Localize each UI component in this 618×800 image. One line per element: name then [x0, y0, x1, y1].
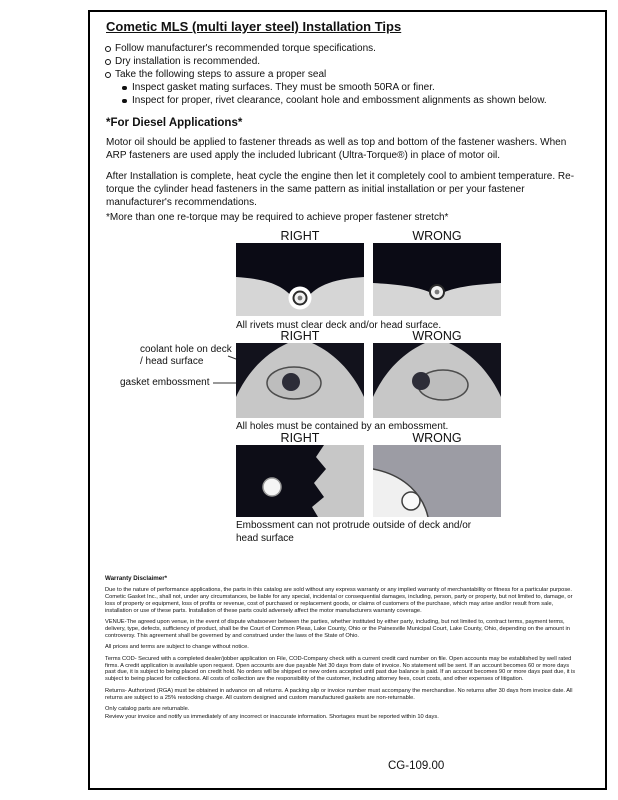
- coolant-hole-icon: [412, 372, 430, 390]
- embossment-containment-right-diagram: [236, 343, 364, 418]
- diesel-heading: *For Diesel Applications*: [106, 117, 243, 129]
- warranty-heading: Warranty Disclaimer*: [105, 575, 168, 582]
- page-title: Cometic MLS (multi layer steel) Installation Tips: [106, 19, 402, 34]
- row2-caption: All holes must be contained by an embossment.: [236, 421, 449, 432]
- tip-item: Follow manufacturer's recommended torque specifications.: [104, 42, 590, 55]
- row2-right-label: RIGHT: [280, 329, 320, 343]
- embossment-hole-icon: [263, 478, 281, 496]
- embossment-protrusion-wrong-diagram: [373, 445, 501, 517]
- row2-wrong-label: WRONG: [412, 329, 462, 343]
- tips-sublist: [121, 81, 590, 107]
- embossment-protrusion-right-diagram: [236, 445, 364, 517]
- tips-list: [104, 42, 590, 107]
- tip-item: Take the following steps to assure a proper seal: [104, 68, 590, 81]
- row1-caption: All rivets must clear deck and/or head surface.: [236, 320, 442, 331]
- warranty-paragraph: All prices and terms are subject to change without notice.: [105, 644, 249, 651]
- warranty-paragraph: VENUE-The agreed upon venue, in the event of dispute whatsoever between the parties, whether instituted by either party, including, but not limited to, contract terms, payment terms, delivery, type, defects, sufficiency of product, shall be the Court of Common Pleas, Lake County, Ohio or the Painesville Municipal Court, Lake County, Ohio, depending on the amount in controversy. This agreement shall be governed by and construed under the laws of the State of Ohio.: [105, 619, 570, 639]
- row3-caption: Embossment can not protrude outside of deck and/or head surface: [236, 520, 472, 544]
- embossment-containment-wrong-diagram: [373, 343, 501, 418]
- warranty-section: [105, 576, 579, 725]
- row1-right-label: RIGHT: [280, 229, 320, 243]
- gasket-embossment-label: gasket embossment: [120, 377, 210, 388]
- row1-wrong-label: WRONG: [412, 229, 462, 243]
- diesel-paragraph-1: Motor oil should be applied to fastener threads as well as top and bottom of the fastener washers. When ARP fasteners are used apply the included lubricant (Ultra-Torque®) in place of motor oil.: [106, 137, 567, 161]
- tip-subitem: Inspect gasket mating surfaces. They must be smooth 50RA or finer.: [121, 81, 590, 94]
- embossment-hole-icon: [402, 492, 420, 510]
- retorque-note: *More than one re-torque may be required to achieve proper fastener stretch*: [106, 212, 449, 223]
- warranty-paragraph: Returns- Authorized (RGA) must be obtained in advance on all returns. A packing slip or invoice number must accompany the merchandise. No returns after 30 days from invoice date. All returns are subject to a 25% restocking charge. All custom designed and custom manufactured gaskets are non-returnable.: [105, 687, 573, 701]
- tip-subitem: Inspect for proper, rivet clearance, coolant hole and embossment alignments as shown below.: [121, 94, 590, 107]
- row3-right-label: RIGHT: [280, 431, 320, 445]
- rivet-clearance-wrong-diagram: [373, 243, 501, 316]
- diesel-paragraph-2: After Installation is complete, heat cycle the engine then let it completely cool to ambient temperature. Re-torque the cylinder head fasteners in the same pattern as initial installation or per your fastener manufacturer's recommendations.: [106, 171, 575, 208]
- coolant-hole-icon: [282, 373, 300, 391]
- rivet-clearance-right-diagram: [236, 243, 364, 316]
- row3-wrong-label: WRONG: [412, 431, 462, 445]
- catalog-page-code: CG-109.00: [388, 760, 445, 772]
- warranty-paragraph: Only catalog parts are returnable.: [105, 706, 190, 713]
- coolant-hole-label: coolant hole on deck / head surface: [140, 344, 232, 367]
- tip-item: Dry installation is recommended.: [104, 55, 590, 68]
- warranty-paragraph: Review your invoice and notify us immediately of any incorrect or inaccurate information. Shortages must be reported within 10 days.: [105, 713, 439, 720]
- warranty-paragraph: Terms COD- Secured with a completed dealer/jobber application on File, COD-Company check with a current credit card number on file. Open accounts may be established by well rated firms. A credit application is available upon request. Open accounts are due payable Net 30 days from date of invoice. No statement will be sent. If an account becomes 60 or more days past due, it is subject to being placed on credit hold. No orders will be shipped or new orders accepted until past due balance is paid. If an account becomes 90 or more days past due, it is subject to being placed for collections. All costs of collection are the responsibility of the customer, including attorney fees, court costs, and other expenses of litigation.: [105, 655, 576, 683]
- warranty-paragraph: Due to the nature of performance applications, the parts in this catalog are sold without any express warranty or any implied warranty of merchantability or fitness for a particular purpose. Cometic Gasket Inc., shall not, under any circumstances, be liable for any special, incidental or consequential damages, including, person, party or property, but not limited to, damage, or loss of property or equipment, loss of profits or revenue, cost of purchased or replacement goods, or claims of customers of the purchase, which may arise and/or result from sale, installation or use of these parts. Installation of these parts could adversely affect the motor manufacturers warranty coverage.: [105, 586, 573, 614]
